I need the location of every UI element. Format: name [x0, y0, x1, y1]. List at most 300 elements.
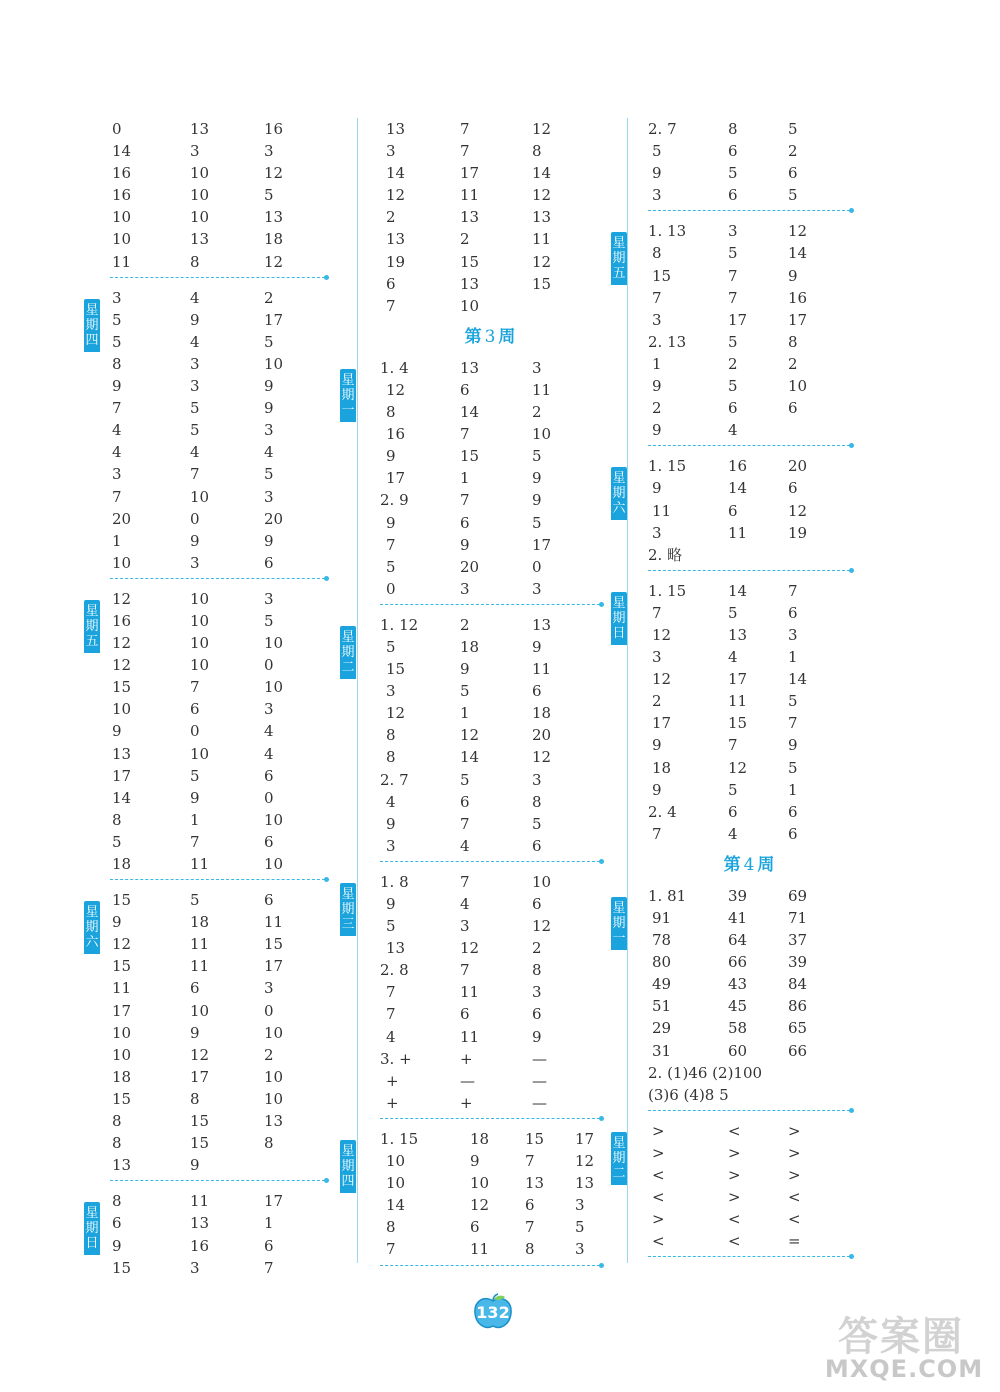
weekday-tab-char: 六: [85, 935, 99, 951]
answer-row: [380, 512, 600, 534]
answer-row: [380, 1172, 600, 1194]
answer-cell: 19: [788, 523, 808, 542]
answer-row: [110, 1000, 325, 1022]
weekday-tab-char: 日: [612, 625, 626, 641]
answer-row: [110, 911, 325, 933]
answer-cell: 15: [264, 935, 284, 954]
answer-row: [648, 184, 850, 206]
answer-row: [110, 486, 325, 508]
answer-row: [110, 118, 325, 140]
answer-cell: 14: [112, 788, 132, 807]
answer-row: [380, 813, 600, 835]
answer-row: [380, 769, 600, 791]
answer-cell: 4: [386, 1027, 396, 1046]
answer-row: [380, 1128, 600, 1150]
answer-row: [648, 455, 850, 477]
answer-row: [110, 955, 325, 977]
dashed-separator: [380, 604, 600, 614]
answer-cell: 10: [470, 1174, 490, 1193]
weekday-tab-char: 期: [85, 920, 99, 936]
answer-cell: 6: [532, 682, 542, 701]
answer-cell: 15: [460, 447, 480, 466]
answer-cell: —: [532, 1093, 547, 1112]
answer-cell: —: [460, 1071, 475, 1090]
answer-cell: 9: [652, 780, 662, 799]
answer-row: [110, 228, 325, 250]
answer-cell: 8: [728, 120, 738, 138]
answer-cell: 16: [112, 611, 132, 630]
answer-cell: 31: [652, 1041, 672, 1060]
answer-cell: 5: [788, 692, 798, 711]
answer-row: [648, 823, 850, 845]
answer-cell: 8: [264, 1134, 274, 1153]
weekday-tab-char: 二: [341, 659, 355, 675]
answer-row: [648, 1186, 850, 1208]
answer-cell: 10: [264, 634, 284, 653]
answer-row: [110, 809, 325, 831]
answer-cell: 6: [190, 979, 200, 998]
answer-cell: 6: [264, 766, 274, 785]
answer-cell: 7: [112, 487, 122, 506]
answer-cell: 5: [190, 399, 200, 418]
answer-cell: 6: [190, 700, 200, 719]
answer-cell: 6: [264, 1236, 274, 1255]
weekday-tab-char: 星: [341, 886, 355, 902]
answer-cell: 18: [112, 1067, 132, 1086]
answer-cell: 6: [728, 802, 738, 821]
answer-cell: 16: [112, 164, 132, 183]
weekday-tab-char: 期: [612, 610, 626, 626]
answer-cell: 13: [264, 1112, 284, 1131]
answer-cell: 17: [386, 469, 406, 488]
answer-cell: 7: [728, 736, 738, 755]
answer-cell: 17: [264, 310, 284, 329]
answer-cell: 20: [264, 509, 284, 528]
answer-row: [110, 1110, 325, 1132]
answer-cell: 7: [728, 266, 738, 285]
answer-cell: <: [652, 1188, 665, 1207]
answer-cell: 11: [532, 380, 552, 399]
answer-row: [380, 295, 600, 317]
answer-cell: 10: [264, 1067, 284, 1086]
answer-row: [648, 353, 850, 375]
answer-cell: 3: [652, 648, 662, 667]
answer-row: [110, 441, 325, 463]
answer-cell: 5: [575, 1218, 585, 1237]
answer-cell: 10: [386, 1152, 406, 1171]
answer-cell: 3: [652, 523, 662, 542]
answer-row: [110, 1190, 325, 1212]
answer-cell: 66: [788, 1041, 808, 1060]
weekday-tab-char: 一: [612, 930, 626, 946]
answer-row: [648, 668, 850, 690]
answer-cell: 9: [460, 660, 470, 679]
answer-cell: 10: [386, 1174, 406, 1193]
answer-cell: 1: [264, 1214, 274, 1233]
answer-row: [110, 610, 325, 632]
answer-row: [648, 287, 850, 309]
answer-cell: 10: [190, 744, 210, 763]
answer-cell: 1. 4: [380, 358, 409, 377]
answer-cell: 3: [190, 377, 200, 396]
answer-cell: 12: [788, 501, 808, 520]
answer-cell: 2: [264, 1045, 274, 1064]
answer-row: [380, 184, 600, 206]
dashed-separator: [648, 445, 850, 455]
answer-cell: >: [728, 1143, 741, 1162]
weekday-tab: [611, 467, 627, 520]
answer-cell: 8: [532, 961, 542, 980]
answer-cell: 9: [532, 637, 542, 656]
answer-cell: 4: [460, 836, 470, 855]
answer-cell: 2: [788, 354, 798, 373]
answer-cell: 14: [728, 581, 748, 600]
weekday-tab-char: 星: [85, 603, 99, 619]
answer-cell: 4: [728, 648, 738, 667]
answer-row: [110, 353, 325, 375]
answer-cell: 2. 4: [648, 802, 677, 821]
answer-cell: 11: [728, 692, 748, 711]
answer-cell: 7: [460, 425, 470, 444]
answer-cell: 13: [460, 274, 480, 293]
answer-row: [648, 779, 850, 801]
weekday-tab: [340, 626, 356, 679]
answer-cell: 3: [460, 917, 470, 936]
answer-cell: 2: [460, 230, 470, 249]
answer-cell: 6: [788, 399, 798, 418]
answer-row: [380, 140, 600, 162]
answer-cell: —: [532, 1049, 547, 1068]
week-heading-pre: 第: [464, 326, 482, 347]
answer-cell: 6: [264, 832, 274, 851]
answer-cell: 5: [728, 332, 738, 351]
answer-row: [380, 871, 600, 893]
answer-cell: 4: [264, 722, 274, 741]
answer-cell: 2: [652, 692, 662, 711]
answer-cell: 15: [190, 1112, 210, 1131]
answer-cell: 12: [386, 186, 406, 205]
answer-cell: 6: [788, 603, 798, 622]
answer-cell: 17: [112, 766, 132, 785]
weekday-tab: [340, 369, 356, 422]
answer-cell: 3: [112, 288, 122, 307]
answer-cell: 7: [652, 288, 662, 307]
answer-cell: 6: [788, 824, 798, 843]
answer-row: [380, 724, 600, 746]
answer-row: [110, 184, 325, 206]
answer-cell: 9: [652, 377, 662, 396]
answer-block: [648, 118, 850, 206]
answer-cell: 5: [728, 377, 738, 396]
answer-cell: 6: [728, 142, 738, 161]
answer-cell: 13: [190, 120, 210, 138]
answer-cell: 3: [532, 983, 542, 1002]
weekday-tab: [611, 232, 627, 285]
answer-cell: 9: [652, 479, 662, 498]
answer-cell: 7: [386, 296, 396, 315]
answer-row: [380, 467, 600, 489]
answer-cell: 0: [386, 579, 396, 598]
answer-row: [648, 801, 850, 823]
answer-row: [648, 951, 850, 973]
weekday-tab-char: 星: [341, 372, 355, 388]
answer-cell: 10: [788, 377, 808, 396]
answer-cell: 4: [112, 443, 122, 462]
weekday-tab-char: 期: [612, 915, 626, 931]
answer-cell: 6: [532, 836, 542, 855]
answer-cell: 0: [532, 557, 542, 576]
answer-cell: 10: [190, 634, 210, 653]
answer-row: [648, 309, 850, 331]
answer-cell: 1: [460, 704, 470, 723]
answer-cell: 2: [652, 399, 662, 418]
answer-cell: 17: [112, 1001, 132, 1020]
answer-cell: 9: [652, 164, 662, 183]
answer-row: [110, 287, 325, 309]
answer-row: [380, 401, 600, 423]
answer-block: [341, 871, 600, 1114]
answer-cell: 7: [460, 872, 470, 891]
answer-cell: 78: [652, 931, 672, 950]
answer-cell: 12: [112, 589, 132, 608]
answer-cell: 2. 9: [380, 491, 409, 510]
answer-block: [110, 118, 325, 273]
answer-row: [110, 162, 325, 184]
answer-cell: 17: [575, 1129, 595, 1148]
answer-cell: 3: [190, 354, 200, 373]
answer-row: [380, 1092, 600, 1114]
answer-cell: 8: [386, 1218, 396, 1237]
answer-row: [648, 397, 850, 419]
answer-cell: >: [652, 1210, 665, 1229]
answer-cell: 11: [652, 501, 672, 520]
weekday-tab: [84, 299, 100, 352]
answer-cell: 10: [190, 611, 210, 630]
answer-row: [380, 636, 600, 658]
answer-cell: 8: [386, 726, 396, 745]
answer-row: [380, 251, 600, 273]
answer-row: [110, 1022, 325, 1044]
answer-cell: 6: [460, 380, 470, 399]
answer-cell: 10: [190, 656, 210, 675]
answer-row: [380, 746, 600, 768]
answer-cell: 10: [532, 872, 552, 891]
answer-cell: 11: [190, 957, 210, 976]
answer-cell: 11: [112, 979, 132, 998]
answer-cell: 3: [190, 1258, 200, 1277]
answer-row: [380, 915, 600, 937]
answer-cell: 5: [728, 244, 738, 263]
answer-cell: 10: [264, 855, 284, 873]
weekday-tab-char: 六: [612, 501, 626, 517]
answer-cell: 8: [532, 792, 542, 811]
answer-cell: 15: [728, 714, 748, 733]
answer-row: [380, 1070, 600, 1092]
answer-row: [110, 463, 325, 485]
answer-cell: 3: [575, 1240, 585, 1259]
answer-cell: 3: [264, 979, 274, 998]
answer-cell: 4: [190, 443, 200, 462]
answer-row: [110, 251, 325, 273]
answer-row: [648, 331, 850, 353]
answer-cell: 4: [264, 443, 274, 462]
answer-cell: 8: [525, 1240, 535, 1259]
answer-cell: 17: [652, 714, 672, 733]
answer-cell: 9: [788, 266, 798, 285]
answer-cell: 9: [190, 1023, 200, 1042]
answer-cell: —: [532, 1071, 547, 1090]
answer-cell: 12: [264, 164, 284, 183]
answer-cell: 20: [112, 509, 132, 528]
answer-row: [110, 933, 325, 955]
answer-cell: 13: [190, 230, 210, 249]
answer-cell: 5: [190, 766, 200, 785]
answer-cell: 12: [112, 656, 132, 675]
answer-row: [648, 1230, 850, 1252]
answer-row: [110, 552, 325, 574]
weekday-tab-char: 期: [612, 486, 626, 502]
answer-row: [380, 893, 600, 915]
answer-row: [380, 162, 600, 184]
answer-row: [648, 265, 850, 287]
answer-cell: 5: [112, 310, 122, 329]
answer-cell: 16: [190, 1236, 210, 1255]
watermark-url: MXQE.COM: [824, 1355, 984, 1383]
weekday-tab-char: 三: [341, 916, 355, 932]
answer-cell: 7: [525, 1218, 535, 1237]
answer-cell: 8: [112, 810, 122, 829]
answer-row: [648, 419, 850, 441]
answer-cell: 9: [264, 377, 274, 396]
answer-cell: 17: [728, 310, 748, 329]
answer-cell: 13: [264, 208, 284, 227]
answer-cell: 8: [386, 403, 396, 422]
answer-cell: 1. 13: [648, 222, 687, 241]
weekday-tab-char: 期: [341, 1158, 355, 1174]
answer-cell: 3: [386, 142, 396, 161]
week-heading-post: 周: [498, 326, 516, 347]
answer-cell: 6: [532, 1005, 542, 1024]
answer-cell: 5: [386, 917, 396, 936]
answer-cell: 13: [386, 939, 406, 958]
answer-cell: 10: [264, 354, 284, 373]
answer-cell: >: [652, 1143, 665, 1162]
answer-cell: 4: [728, 824, 738, 843]
answer-row: [648, 1208, 850, 1230]
answer-cell: 2: [728, 354, 738, 373]
answer-cell: 64: [728, 931, 748, 950]
answer-cell: 10: [112, 553, 132, 572]
answer-cell: +: [386, 1071, 399, 1090]
weekday-tab: [340, 883, 356, 936]
answer-cell: 60: [728, 1041, 748, 1060]
answer-cell: 9: [386, 447, 396, 466]
answer-cell: 3: [264, 142, 274, 161]
answer-cell: 18: [190, 913, 210, 932]
answer-cell: 11: [532, 230, 552, 249]
answer-cell: 7: [788, 581, 798, 600]
answer-cell: 3: [532, 579, 542, 598]
answer-row: [110, 375, 325, 397]
answer-cell: 7: [460, 814, 470, 833]
answer-row: [110, 1154, 325, 1176]
answer-cell: 7: [190, 678, 200, 697]
answer-row: [380, 702, 600, 724]
answer-row: [110, 676, 325, 698]
answer-row: [110, 632, 325, 654]
answer-cell: 12: [728, 758, 748, 777]
answer-cell: 6: [264, 553, 274, 572]
answer-cell: 18: [112, 855, 132, 873]
answer-row: [648, 580, 850, 602]
answer-cell: 7: [652, 603, 662, 622]
answer-cell: 8: [788, 332, 798, 351]
weekday-tab-char: 四: [85, 332, 99, 348]
answer-cell: 15: [190, 1134, 210, 1153]
answer-column-3: [612, 118, 850, 1266]
answer-row: [648, 522, 850, 544]
weekday-tab: [84, 901, 100, 954]
answer-cell: 15: [525, 1129, 545, 1148]
dashed-separator: [648, 210, 850, 220]
answer-cell: 20: [532, 726, 552, 745]
answer-cell: 1. 15: [648, 457, 687, 476]
answer-cell: 13: [532, 615, 552, 634]
answer-cell: 11: [190, 855, 210, 873]
answer-cell: 15: [386, 660, 406, 679]
answer-cell: 2: [460, 615, 470, 634]
answer-cell: 12: [460, 939, 480, 958]
answer-cell: <: [652, 1166, 665, 1185]
answer-cell: 18: [460, 637, 480, 656]
answer-cell: 12: [788, 222, 808, 241]
answer-cell: 10: [190, 1001, 210, 1020]
answer-row: [110, 419, 325, 441]
answer-cell: 7: [460, 961, 470, 980]
answer-cell: 2: [386, 208, 396, 227]
answer-cell: =: [788, 1232, 801, 1251]
answer-cell: >: [728, 1188, 741, 1207]
week-heading-num: 3: [484, 326, 496, 347]
answer-row: [648, 1017, 850, 1039]
answer-cell: 10: [264, 1023, 284, 1042]
answer-cell: 16: [264, 120, 284, 138]
answer-row: [648, 140, 850, 162]
week-heading: [648, 845, 850, 885]
answer-row: [110, 206, 325, 228]
answer-row: [380, 445, 600, 467]
answer-cell: 13: [112, 744, 132, 763]
answer-cell: 80: [652, 953, 672, 972]
answer-row: [648, 885, 850, 907]
answer-cell: 45: [728, 997, 748, 1016]
answer-cell: 5: [728, 780, 738, 799]
week-heading-num: 4: [743, 854, 755, 875]
answer-cell: 2. 8: [380, 961, 409, 980]
weekday-tab-char: 星: [612, 900, 626, 916]
answer-cell: 14: [728, 479, 748, 498]
answer-cell: 9: [470, 1152, 480, 1171]
answer-cell: 4: [460, 895, 470, 913]
answer-row: [648, 162, 850, 184]
answer-cell: +: [460, 1049, 473, 1068]
answer-cell: 16: [112, 186, 132, 205]
answer-cell: 5: [264, 465, 274, 484]
answer-row: [380, 1194, 600, 1216]
answer-row: [380, 658, 600, 680]
answer-row: [110, 331, 325, 353]
answer-cell: 6: [788, 802, 798, 821]
